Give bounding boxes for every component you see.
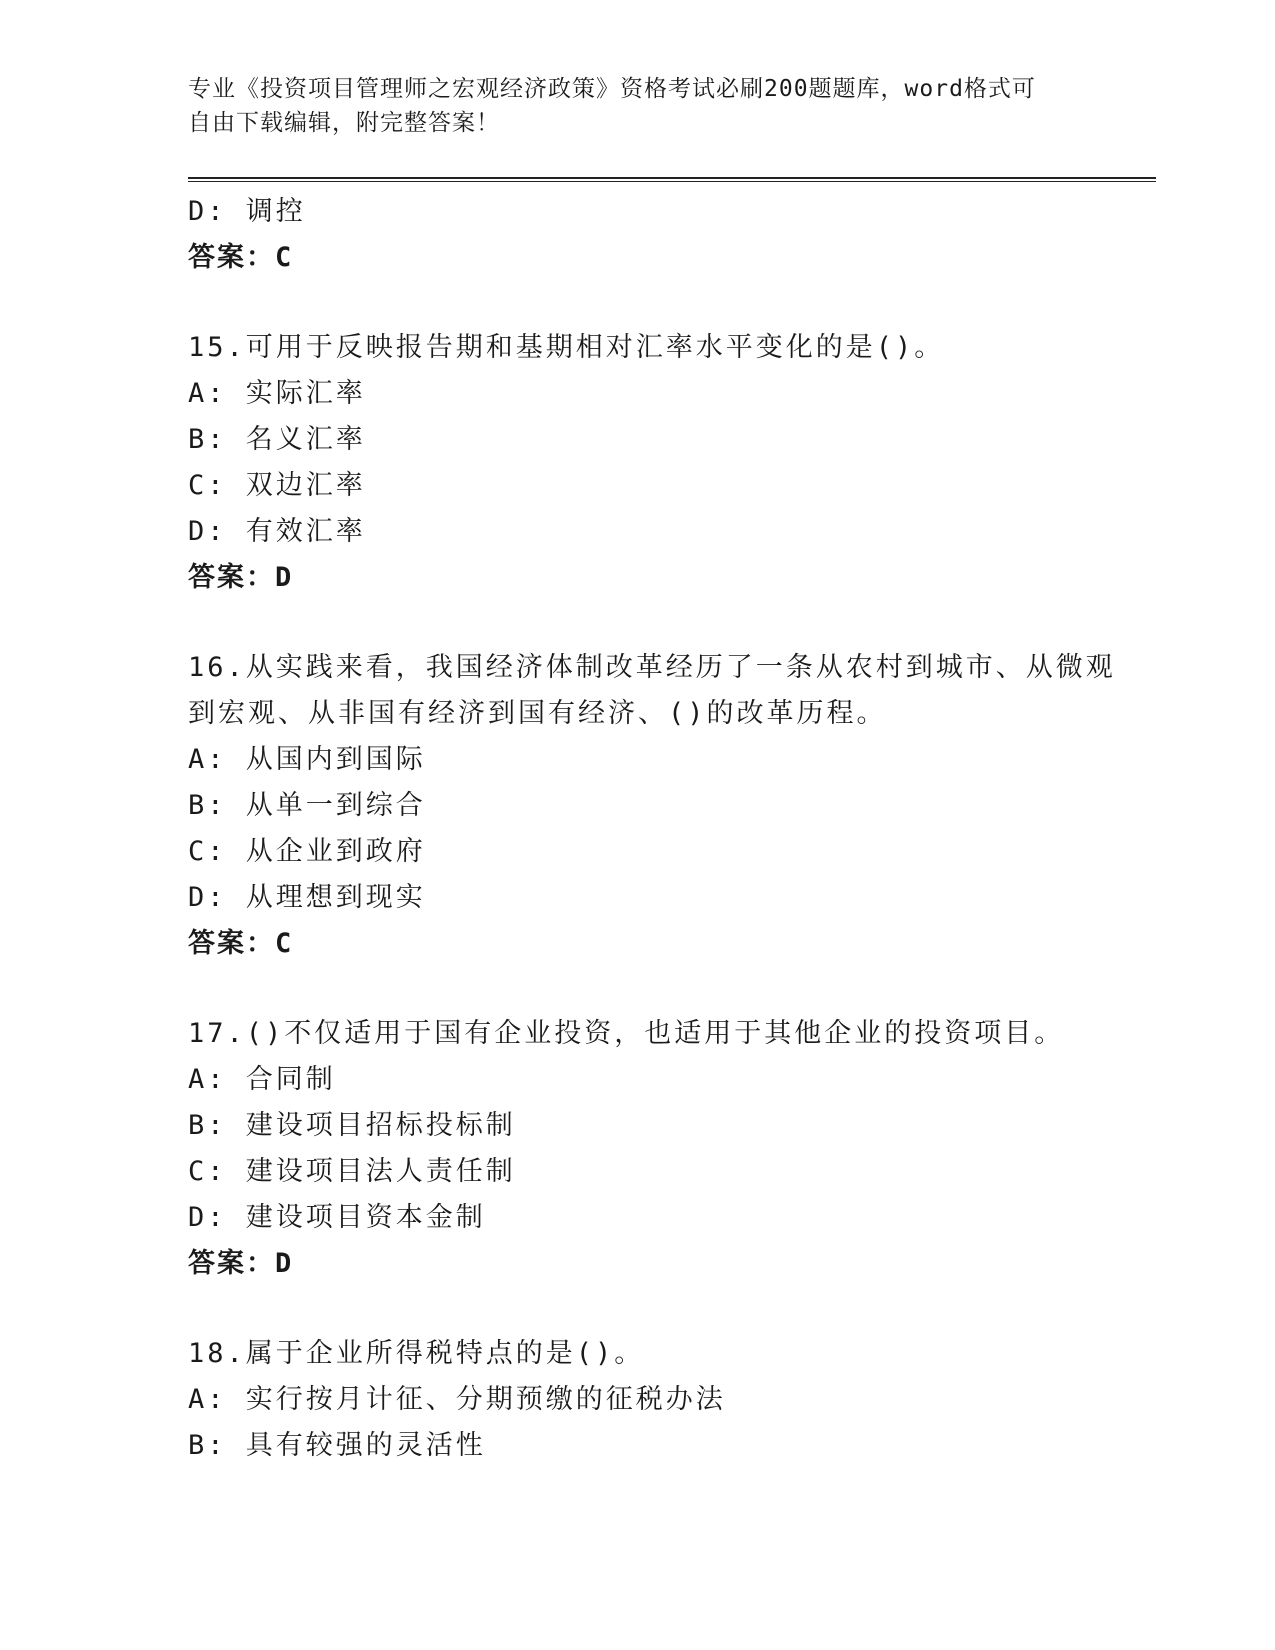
question-stem: 15.可用于反映报告期和基期相对汇率水平变化的是()。 (188, 332, 945, 363)
question-17 (188, 1011, 1088, 1287)
option-d: D: 建设项目资本金制 (188, 1202, 486, 1233)
question-stem-line-1: 16.从实践来看，我国经济体制改革经历了一条从农村到城市、从微观 (188, 652, 1116, 683)
answer-line: 答案：D (188, 562, 294, 593)
option-b: B: 名义汇率 (188, 424, 366, 455)
option-c: C: 建设项目法人责任制 (188, 1156, 516, 1187)
answer-line: 答案：C (188, 242, 294, 273)
question-stem: 17.()不仅适用于国有企业投资，也适用于其他企业的投资项目。 (188, 1018, 1065, 1049)
option-b: B: 具有较强的灵活性 (188, 1430, 486, 1461)
question-stem-line-2: 到宏观、从非国有经济到国有经济、()的改革历程。 (188, 698, 887, 729)
option-b: B: 从单一到综合 (188, 790, 426, 821)
option-a: A: 合同制 (188, 1064, 336, 1095)
header-line-1: 专业《投资项目管理师之宏观经济政策》资格考试必刷200题题库，word格式可 (188, 76, 1036, 102)
option-d: D: 调控 (188, 196, 306, 227)
header-divider (188, 177, 1156, 182)
question-list (188, 189, 1116, 1469)
option-a: A: 从国内到国际 (188, 744, 426, 775)
question-16 (188, 645, 1116, 967)
option-d: D: 从理想到现实 (188, 882, 426, 913)
option-b: B: 建设项目招标投标制 (188, 1110, 516, 1141)
option-a: A: 实际汇率 (188, 378, 366, 409)
answer-line: 答案：C (188, 928, 294, 959)
question-15 (188, 325, 1088, 601)
option-c: C: 双边汇率 (188, 470, 366, 501)
option-d: D: 有效汇率 (188, 516, 366, 547)
option-c: C: 从企业到政府 (188, 836, 426, 867)
option-a: A: 实行按月计征、分期预缴的征税办法 (188, 1384, 726, 1415)
question-stem: 18.属于企业所得税特点的是()。 (188, 1338, 645, 1369)
question-18 (188, 1331, 1088, 1469)
header-line-2: 自由下载编辑，附完整答案！ (188, 110, 500, 136)
answer-line: 答案：D (188, 1248, 294, 1279)
document-header (188, 72, 1068, 140)
